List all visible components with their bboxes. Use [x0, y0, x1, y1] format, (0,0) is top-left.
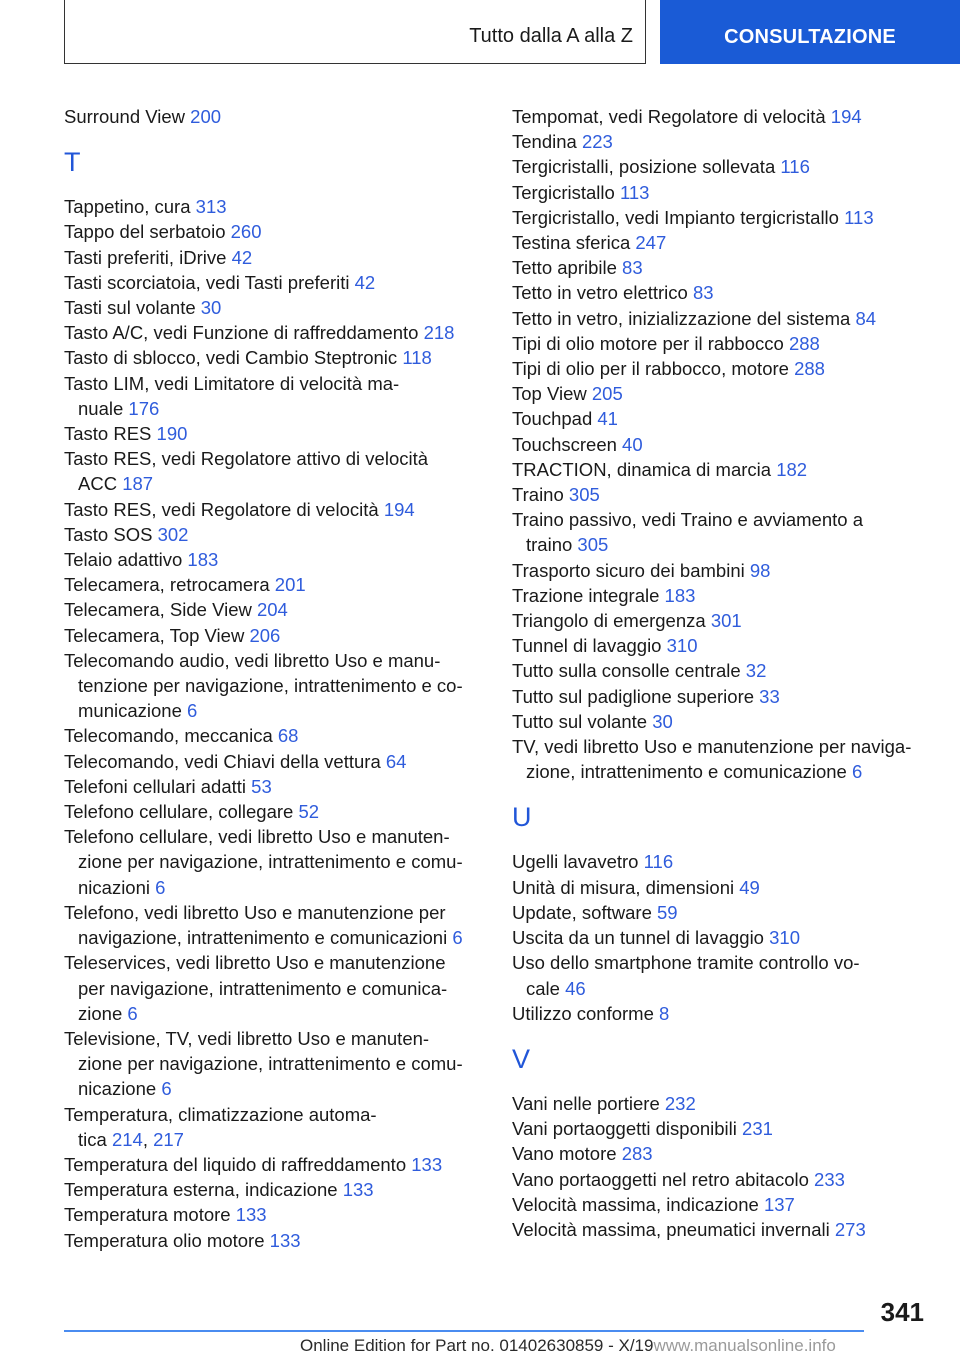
index-entry [512, 1001, 942, 1026]
page-reference-link[interactable]: 6 [127, 1002, 138, 1024]
index-entry [64, 623, 484, 648]
footer-divider [64, 1330, 864, 1332]
index-entry-text: Testina sferica [512, 232, 631, 254]
page-reference-link[interactable]: 302 [157, 523, 189, 545]
index-entry-text: Tasti sul volante [64, 297, 196, 319]
index-entry-text: Update, software [512, 901, 652, 923]
tab-consultazione-label: CONSULTAZIONE [724, 25, 896, 48]
page-reference-link[interactable]: 288 [794, 358, 825, 380]
index-entry-text: nicazioni [78, 876, 150, 898]
page-reference-link[interactable]: 8 [659, 1002, 670, 1024]
index-entry-text: Tutto sul volante [512, 710, 648, 732]
index-entry-text: Tasto di sblocco, vedi Cambio Steptronic [64, 347, 398, 369]
index-entry-text: ACC [78, 473, 118, 495]
index-entry [64, 104, 484, 129]
page-reference-link[interactable]: 190 [156, 423, 188, 445]
index-entry-text: zione [78, 1002, 123, 1024]
index-entry-text: Tutto sul padiglione superiore [512, 685, 755, 707]
index-entry-text: Velocità massima, pneumatici invernali [512, 1218, 830, 1240]
index-entry-text: Tasti preferiti, iDrive [64, 246, 227, 268]
index-entry [64, 1152, 484, 1177]
page-reference-link[interactable]: 182 [776, 458, 808, 480]
index-entry [64, 1026, 484, 1102]
index-entry-text: traino [526, 534, 573, 556]
section-letter: T [64, 147, 81, 178]
index-entry-text: Tergicristallo, vedi Impianto tergicristallo [512, 206, 839, 228]
index-entry [512, 684, 942, 709]
page-reference-link[interactable]: 305 [577, 534, 609, 556]
page-reference-link[interactable]: 113 [844, 206, 874, 228]
index-entry [512, 849, 942, 874]
index-entry-text: Ugelli lavavetro [512, 851, 639, 873]
page-reference-link[interactable]: 310 [666, 635, 698, 657]
index-entry-text: Telefono cellulare, collegare [64, 801, 294, 823]
index-entry [64, 950, 484, 1026]
index-entry-text: municazione [78, 700, 182, 722]
index-entry [64, 1177, 484, 1202]
page-reference-link[interactable]: 214 [111, 1128, 143, 1150]
page-reference-link[interactable]: 32 [745, 660, 767, 682]
index-entry-text: Tasti scorciatoia, vedi Tasti preferiti [64, 271, 350, 293]
index-entry [512, 356, 942, 381]
index-column-right [512, 104, 942, 1242]
index-entry [64, 648, 484, 724]
index-entry [64, 900, 484, 950]
page-reference-link[interactable]: 30 [200, 297, 222, 319]
index-entry-text: Vani nelle portiere [512, 1092, 660, 1114]
page-reference-link[interactable]: 283 [621, 1143, 653, 1165]
index-entry [512, 306, 942, 331]
page-number: 341 [880, 1297, 924, 1327]
page-reference-link[interactable]: 260 [230, 221, 262, 243]
footer-edition [300, 1336, 836, 1356]
index-entry [512, 406, 942, 431]
index-entry-text: tica [78, 1128, 107, 1150]
index-entry-text: Tipi di olio motore per il rabbocco [512, 332, 784, 354]
index-entry [64, 194, 484, 219]
page-reference-link[interactable]: 6 [187, 700, 198, 722]
index-entry-text: Utilizzo conforme [512, 1002, 654, 1024]
page-header [0, 0, 960, 66]
index-entry-text: Unità di misura, dimensioni [512, 876, 735, 898]
index-entry-text: Vano motore [512, 1143, 617, 1165]
index-entry [512, 1192, 942, 1217]
index-entry-text: Tasto RES, vedi Regolatore attivo di velocità [64, 448, 429, 470]
index-entry-text: Temperatura olio motore [64, 1229, 265, 1251]
index-entry [64, 371, 484, 421]
page-reference-link[interactable]: 273 [834, 1218, 866, 1240]
index-entry [512, 658, 942, 683]
page-reference-link[interactable]: 301 [710, 610, 742, 632]
index-entry [512, 432, 942, 457]
index-entry-text: Tergicristallo [512, 181, 615, 203]
page-reference-link[interactable]: 33 [759, 685, 780, 707]
index-entry [64, 295, 484, 320]
index-column-left [64, 104, 484, 1253]
page-reference-link[interactable]: 84 [855, 307, 877, 329]
index-entry [512, 875, 942, 900]
index-entry [512, 608, 942, 633]
index-entry [512, 709, 942, 734]
page-reference-link[interactable]: 288 [788, 332, 820, 354]
index-entry [512, 1217, 942, 1242]
page-reference-link[interactable]: 83 [622, 257, 643, 279]
index-entry [512, 230, 942, 255]
section-letter: U [512, 802, 532, 833]
page-reference-link[interactable]: 176 [128, 397, 160, 419]
index-entry-text: Telefono, vedi libretto Uso e manutenzione per [64, 901, 446, 923]
index-entry [512, 1091, 942, 1116]
index-entry-text: nuale [78, 397, 124, 419]
index-entry-text: Tappo del serbatoio [64, 221, 226, 243]
page-reference-link[interactable]: 305 [568, 484, 600, 506]
index-entry-text: navigazione, intrattenimento e comunicazioni [78, 927, 448, 949]
index-entry [512, 900, 942, 925]
page-reference-link[interactable]: 310 [769, 927, 800, 949]
index-entry-text: Telefono cellulare, vedi libretto Uso e manuten- [64, 826, 450, 848]
page-reference-link[interactable]: 41 [597, 408, 618, 430]
index-entry-text: Tempomat, vedi Regolatore di velocità [512, 106, 826, 127]
index-entry-text: Tunnel di lavaggio [512, 635, 662, 657]
index-entry-text: Trasporto sicuro dei bambini [512, 559, 745, 581]
index-entry-text: zione, intrattenimento e comunicazione [526, 761, 847, 783]
index-entry-text: Telecamera, Top View [64, 624, 245, 646]
page-reference-link[interactable]: 133 [235, 1204, 267, 1226]
index-entry-text: per navigazione, intrattenimento e comunica- [78, 977, 448, 999]
page-reference-link[interactable]: 116 [780, 156, 810, 178]
index-entry-text: nicazione [78, 1078, 157, 1100]
page-reference-link[interactable]: 201 [274, 574, 306, 596]
index-entry-text: Tasto LIM, vedi Limitatore di velocità ma- [64, 372, 400, 394]
index-entry [512, 457, 942, 482]
page-reference-link[interactable]: 313 [195, 196, 227, 218]
page-reference-link[interactable]: 53 [251, 775, 272, 797]
page-reference-link[interactable]: 233 [814, 1168, 845, 1190]
index-entry-text: Touchscreen [512, 433, 617, 455]
index-entry-text: Uscita da un tunnel di lavaggio [512, 927, 764, 949]
index-entry [512, 104, 942, 129]
index-entry [512, 633, 942, 658]
page-reference-link[interactable]: 68 [277, 725, 299, 747]
footer-watermark[interactable]: www.manualsonline.info [653, 1336, 836, 1355]
tab-consultazione[interactable] [660, 0, 960, 64]
page-reference-link[interactable]: 6 [452, 927, 463, 949]
index-entry-text: Tetto apribile [512, 257, 617, 279]
index-entry [512, 180, 942, 205]
page-reference-link[interactable]: 6 [852, 761, 863, 783]
index-entry [512, 154, 942, 179]
page-reference-link[interactable]: 64 [385, 750, 407, 772]
index-entry-text: Triangolo di emergenza [512, 610, 706, 632]
index-entry [64, 723, 484, 748]
index-entry-text: Traino [512, 484, 564, 506]
page-reference-link[interactable]: 183 [187, 549, 219, 571]
page-reference-link[interactable]: 6 [155, 876, 166, 898]
index-entry-text: Temperatura, climatizzazione automa- [64, 1103, 377, 1125]
page-reference-link[interactable]: 247 [635, 232, 667, 254]
page-reference-link[interactable]: 231 [742, 1118, 773, 1140]
index-entry [512, 558, 942, 583]
index-entry [512, 925, 942, 950]
index-entry-text: Top View [512, 383, 587, 405]
index-entry-text: Surround View [64, 106, 186, 127]
index-entry [512, 482, 942, 507]
index-entry-text: Tergicristalli, posizione sollevata [512, 156, 776, 178]
index-entry [512, 734, 942, 784]
index-entry [64, 421, 484, 446]
index-entry [512, 507, 942, 557]
index-entry [512, 205, 942, 230]
page-reference-link[interactable]: 217 [153, 1128, 184, 1150]
index-entry-text: Telecomando, vedi Chiavi della vettura [64, 750, 381, 772]
index-entry-text: Vano portaoggetti nel retro abitacolo [512, 1168, 809, 1190]
index-entry-text: Tendina [512, 131, 577, 153]
index-entry-text: tenzione per navigazione, intrattenimento e co- [78, 675, 463, 697]
index-entry [64, 345, 484, 370]
index-entry-text: cale [526, 977, 560, 999]
index-entry [64, 749, 484, 774]
index-entry [512, 1167, 942, 1192]
page-reference-link[interactable]: 118 [402, 347, 432, 369]
index-entry-text: Tasto RES [64, 423, 152, 445]
index-entry [512, 255, 942, 280]
index-entry-text: Tetto in vetro, inizializzazione del sistema [512, 307, 851, 329]
header-title-box [64, 0, 646, 64]
page-reference-link[interactable]: 98 [749, 559, 771, 581]
index-entry-text: Temperatura motore [64, 1204, 231, 1226]
page-reference-link[interactable]: 52 [298, 801, 320, 823]
index-entry-text: Tappetino, cura [64, 196, 191, 218]
page-reference-link[interactable]: 232 [664, 1092, 696, 1114]
index-entry-text: zione per navigazione, intrattenimento e comu- [78, 1053, 463, 1075]
page-reference-link[interactable]: 194 [830, 106, 862, 127]
index-entry-text: Tasto A/C, vedi Funzione di raffreddamento [64, 322, 419, 344]
index-entry [64, 774, 484, 799]
page-reference-link[interactable]: 218 [423, 322, 455, 344]
page-reference-link[interactable]: 137 [763, 1193, 795, 1215]
index-entry-text: Traino passivo, vedi Traino e avviamento a [512, 509, 863, 531]
index-entry-text: Touchpad [512, 408, 593, 430]
index-entry-text: Trazione integrale [512, 584, 660, 606]
page-reference-link[interactable]: 187 [122, 473, 154, 495]
page-reference-link[interactable]: 113 [619, 181, 650, 203]
index-entry-text: TV, vedi libretto Uso e manutenzione per naviga- [512, 736, 912, 758]
page-reference-link[interactable]: 116 [643, 851, 674, 873]
page-reference-link[interactable]: 204 [256, 599, 288, 621]
index-entry-text: Tetto in vetro elettrico [512, 282, 688, 304]
footer-edition-text: Online Edition for Part no. 01402630859 - X/19 [300, 1336, 654, 1355]
index-entry-text: Tasto SOS [64, 523, 153, 545]
page-reference-link[interactable]: 223 [581, 131, 613, 153]
index-entry-text: Velocità massima, indicazione [512, 1193, 759, 1215]
index-entry-text: Temperatura esterna, indicazione [64, 1179, 338, 1201]
index-entry-text: TRACTION, dinamica di marcia [512, 458, 772, 480]
page-reference-link[interactable]: 49 [739, 876, 760, 898]
index-entry-text: Tasto RES, vedi Regolatore di velocità [64, 498, 379, 520]
index-entry [512, 280, 942, 305]
page-reference-link[interactable]: 183 [664, 584, 696, 606]
page-reference-link[interactable]: 6 [161, 1078, 172, 1100]
index-entry [512, 1116, 942, 1141]
index-entry [64, 270, 484, 295]
index-entry-text: Telecamera, Side View [64, 599, 252, 621]
index-entry-text: Tipi di olio per il rabbocco, motore [512, 358, 789, 380]
page-reference-link[interactable]: 42 [354, 271, 376, 293]
index-entry-text: Teleservices, vedi libretto Uso e manutenzione [64, 952, 446, 974]
index-entry-text: Temperatura del liquido di raffreddamento [64, 1153, 407, 1175]
index-entry [64, 1228, 484, 1253]
index-entry [512, 331, 942, 356]
index-entry [64, 1202, 484, 1227]
index-entry-text: Vani portaoggetti disponibili [512, 1118, 737, 1140]
page-reference-link[interactable]: 200 [190, 106, 222, 127]
index-entry [64, 824, 484, 900]
index-entry [64, 572, 484, 597]
section-letter: V [512, 1043, 531, 1074]
index-entry [64, 547, 484, 572]
page-reference-link[interactable]: 46 [565, 977, 586, 999]
index-entry-text: Telefoni cellulari adatti [64, 775, 247, 797]
page-reference-link[interactable]: 133 [411, 1153, 443, 1175]
page-reference-link[interactable]: 83 [692, 282, 714, 304]
index-entry-text: Telecamera, retrocamera [64, 574, 270, 596]
index-entry [64, 497, 484, 522]
index-entry-text: Tutto sulla consolle centrale [512, 660, 741, 682]
index-entry [512, 381, 942, 406]
index-entry [64, 597, 484, 622]
page-reference-link[interactable]: 59 [657, 901, 678, 923]
page-reference-link[interactable]: 205 [591, 383, 623, 405]
index-entry-text: Telecomando, meccanica [64, 725, 273, 747]
index-entry-text: zione per navigazione, intrattenimento e comu- [78, 851, 463, 873]
index-entry [64, 799, 484, 824]
page-reference-link[interactable]: 40 [622, 433, 643, 455]
index-entry-text: Telaio adattivo [64, 549, 183, 571]
page-reference-link[interactable]: 206 [249, 624, 281, 646]
index-entry [64, 219, 484, 244]
index-entry-text: Televisione, TV, vedi libretto Uso e manuten- [64, 1027, 430, 1049]
index-entry [64, 446, 484, 496]
index-entry-text: Telecomando audio, vedi libretto Uso e manu- [64, 649, 441, 671]
page-reference-link[interactable]: 133 [342, 1179, 374, 1201]
page-reference-link[interactable]: 133 [269, 1229, 301, 1251]
index-entry-text: Uso dello smartphone tramite controllo vo- [512, 952, 860, 974]
page-reference-link[interactable]: 42 [231, 246, 253, 268]
index-entry [512, 1141, 942, 1166]
page-reference-link[interactable]: 194 [383, 498, 415, 520]
index-entry [512, 129, 942, 154]
index-entry [64, 245, 484, 270]
header-title: Tutto dalla A alla Z [469, 25, 633, 47]
index-entry [512, 583, 942, 608]
index-entry [64, 522, 484, 547]
index-entry [64, 320, 484, 345]
index-entry [512, 950, 942, 1000]
index-entry: Temperatura, climatizzazione automa- tica 214, 217 [64, 1103, 377, 1150]
page-reference-link[interactable]: 30 [652, 710, 673, 732]
